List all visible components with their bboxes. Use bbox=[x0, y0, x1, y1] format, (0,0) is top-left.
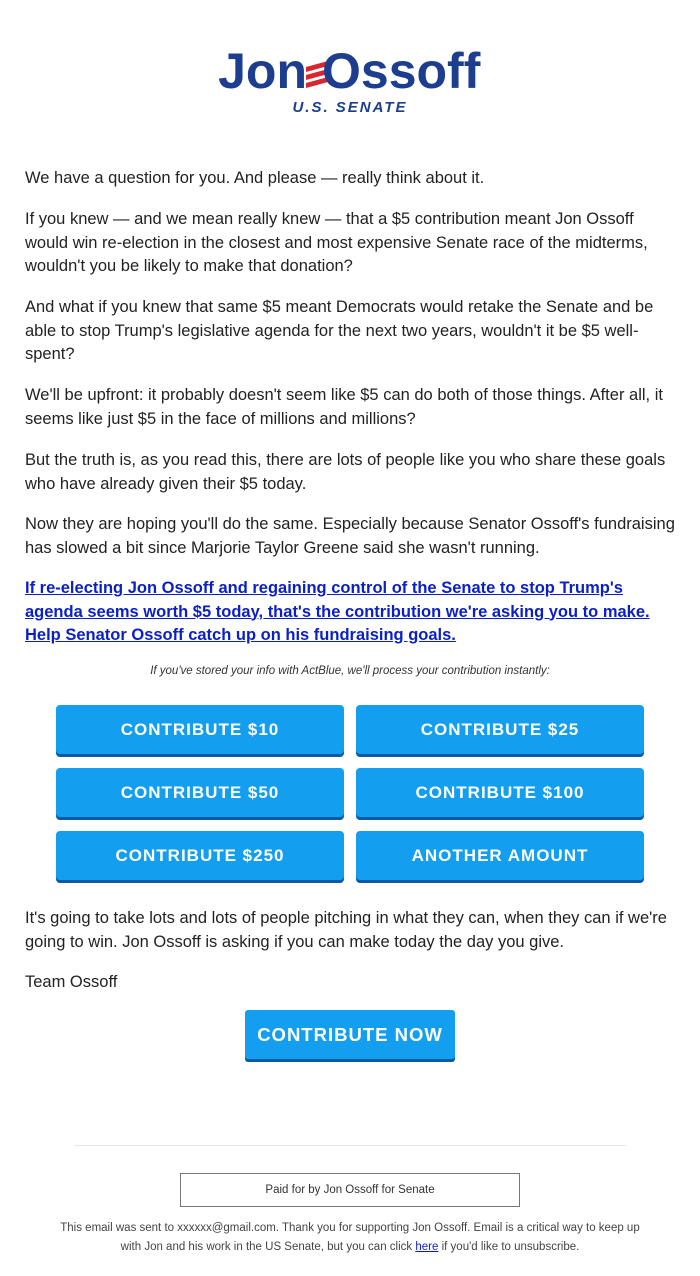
another-amount-button[interactable]: ANOTHER AMOUNT bbox=[356, 831, 644, 880]
paid-for-box: Paid for by Jon Ossoff for Senate bbox=[180, 1173, 520, 1207]
contribute-now-button[interactable]: CONTRIBUTE NOW bbox=[245, 1010, 455, 1059]
closing-paragraph: It's going to take lots and lots of people pitching in what they can, when they can if we're going to win. Jon Ossoff is asking if you can make today the day you give. bbox=[25, 909, 667, 951]
paragraph-4: We'll be upfront: it probably doesn't seem like $5 can do both of those things. After all, it seems like just $5 in the face of millions and millions? bbox=[25, 386, 663, 428]
contribute-25-button[interactable]: CONTRIBUTE $25 bbox=[356, 705, 644, 754]
jon-ossoff-logo bbox=[0, 44, 700, 120]
logo-subtitle: U.S. SENATE bbox=[292, 99, 408, 116]
footer-divider bbox=[74, 1145, 626, 1146]
unsubscribe-link[interactable]: here bbox=[415, 1240, 439, 1253]
contribution-link[interactable]: If re-electing Jon Ossoff and regaining control of the Senate to stop Trump's agenda seems worth $5 today, that's the contribution we're asking you to make. Help Senator Ossoff catch up on his fundraising goals. bbox=[25, 579, 650, 644]
actblue-note: If you've stored your info with ActBlue, we'll process your contribution instantly: bbox=[150, 665, 550, 677]
footer-unsubscribe-text: if you'd like to unsubscribe. bbox=[441, 1240, 580, 1253]
paragraph-6: Now they are hoping you'll do the same. Especially because Senator Ossoff's fundraising has slowed a bit since Marjorie Taylor Greene said she wasn't running. bbox=[25, 515, 675, 557]
footer-sent-text: This email was sent to xxxxxx@gmail.com. Thank you for supporting Jon Ossoff. Email is a critical way to keep up with Jon and his work in the US Senate, but you can click bbox=[60, 1222, 640, 1253]
logo-name-left: Jon bbox=[218, 44, 307, 99]
paragraph-2: If you knew — and we mean really knew — that a $5 contribution meant Jon Ossoff would win re-election in the closest and most expensive Senate race of the midterms, wouldn't you be likely to make that donation? bbox=[25, 210, 648, 275]
footer-text bbox=[60, 1219, 640, 1256]
contribute-100-button[interactable]: CONTRIBUTE $100 bbox=[356, 768, 644, 817]
logo-name-right: Ossoff bbox=[322, 44, 481, 99]
paragraph-3: And what if you knew that same $5 meant Democrats would retake the Senate and be able to stop Trump's legislative agenda for the next two years, wouldn't it be $5 well-spent? bbox=[25, 298, 654, 363]
contribution-request bbox=[25, 577, 675, 648]
paragraph-5: But the truth is, as you read this, there are lots of people like you who share these goals who have already given their $5 today. bbox=[25, 451, 666, 493]
contribute-10-button[interactable]: CONTRIBUTE $10 bbox=[56, 705, 344, 754]
contribute-50-button[interactable]: CONTRIBUTE $50 bbox=[56, 768, 344, 817]
paragraph-1: We have a question for you. And please — really think about it. bbox=[25, 169, 485, 187]
signature: Team Ossoff bbox=[25, 973, 118, 991]
contribute-250-button[interactable]: CONTRIBUTE $250 bbox=[56, 831, 344, 880]
